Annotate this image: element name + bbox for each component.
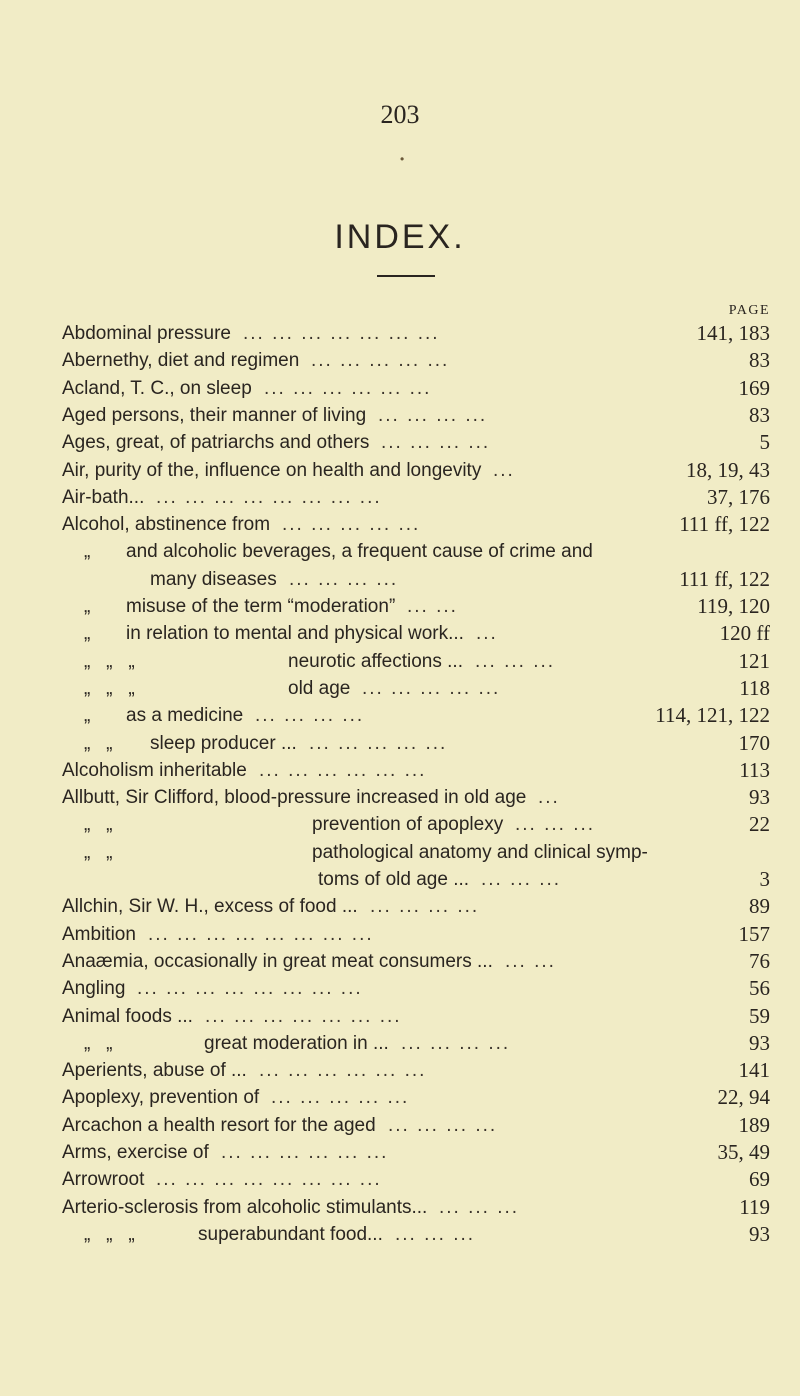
index-entry [62, 1166, 770, 1193]
index-entry [62, 1057, 770, 1084]
entry-text: misuse of the term “moderation” [126, 596, 396, 617]
index-entry [62, 1084, 770, 1111]
entry-text: Aged persons, their manner of living [62, 404, 367, 426]
leader-dots: ... ... ... ... ... ... [259, 1060, 427, 1082]
entry-text: Abernethy, diet and regimen [62, 350, 300, 372]
leader-dots: ... ... ... ... ... ... [259, 759, 427, 781]
index-entry [62, 866, 770, 893]
index-entry [62, 1139, 770, 1166]
index-entry [62, 1112, 770, 1139]
page-column-header: PAGE [728, 303, 770, 318]
index-entry [62, 457, 770, 484]
index-entry [62, 921, 770, 948]
entry-text: in relation to mental and physical work... [126, 623, 464, 645]
entry-text: sleep producer ... [150, 732, 297, 754]
entry-text: Air-bath... [62, 486, 145, 508]
page-reference: 113 [739, 757, 770, 782]
leader-dots: ... ... ... ... [255, 705, 365, 727]
leader-dots: ... ... ... ... ... ... ... ... [148, 923, 374, 945]
index-entry [62, 402, 770, 429]
leader-dots: ... ... ... [395, 1223, 476, 1245]
entry-text: Alcoholism inheritable [62, 759, 247, 781]
entry-text: Allchin, Sir W. H., excess of food ... [62, 896, 358, 918]
index-entry [62, 1194, 770, 1221]
leader-dots: ... ... ... ... ... ... ... [205, 1005, 402, 1027]
index-entry [62, 593, 770, 620]
index-entry [62, 839, 770, 866]
ditto-mark: „ „ [84, 841, 113, 863]
entry-text: Ambition [62, 923, 136, 945]
ditto-mark: „ [84, 623, 91, 645]
page-reference: 169 [738, 375, 770, 400]
leader-dots: ... ... ... ... ... [282, 514, 421, 536]
printer-mark: • [400, 152, 405, 166]
page-reference: 157 [738, 921, 770, 946]
index-entry [62, 429, 770, 456]
leader-dots: ... ... ... ... ... ... [264, 377, 432, 399]
index-entry [62, 811, 770, 838]
page-reference: 111 ff, 122 [679, 566, 770, 591]
entry-text: prevention of apoplexy [312, 814, 504, 836]
index-entry [62, 675, 770, 702]
ditto-mark: „ „ „ [84, 650, 135, 672]
index-entry [62, 538, 770, 565]
entry-text: pathological anatomy and clinical symp- [312, 841, 648, 863]
index-entry [62, 620, 770, 647]
leader-dots: ... ... ... ... ... [311, 350, 450, 372]
entry-text: Apoplexy, prevention of [62, 1087, 260, 1109]
page-reference: 119 [739, 1194, 770, 1219]
page-reference: 93 [749, 1221, 770, 1246]
index-entry [62, 566, 770, 593]
page-reference: 37, 176 [707, 484, 770, 509]
leader-dots: ... ... ... ... [401, 1032, 511, 1054]
leader-dots: ... ... ... [515, 814, 596, 836]
ditto-mark: „ „ [84, 814, 113, 836]
leader-dots: ... ... ... ... ... ... [221, 1142, 389, 1163]
page-reference: 93 [749, 785, 770, 810]
leader-dots: ... ... [407, 596, 458, 617]
entry-text: Arms, exercise of [62, 1142, 209, 1163]
leader-dots: ... ... ... ... ... ... ... ... [156, 1169, 382, 1191]
ditto-mark: „ [84, 541, 91, 563]
page-reference: 56 [749, 976, 770, 1001]
ditto-mark: „ „ [84, 1032, 113, 1054]
page-reference: 76 [749, 948, 770, 973]
index-entry [62, 784, 770, 811]
leader-dots: ... ... ... ... [388, 1114, 498, 1136]
entry-text: and alcoholic beverages, a frequent cause of crime and [126, 541, 593, 563]
index-entry [62, 1003, 770, 1030]
leader-dots: ... ... ... [481, 869, 562, 890]
entry-text: Air, purity of the, influence on health and longevity [62, 459, 482, 481]
page-reference: 141, 183 [696, 321, 770, 345]
page-reference: 170 [738, 730, 770, 755]
page-reference: 89 [749, 894, 770, 919]
entry-text: Arterio-sclerosis from alcoholic stimulants... [62, 1196, 428, 1218]
entry-text: neurotic affections ... [288, 650, 463, 672]
page-reference: 121 [738, 648, 770, 673]
index-entry [62, 1221, 770, 1248]
entry-text: as a medicine [126, 705, 244, 727]
index-entry [62, 375, 770, 402]
index-entry [62, 893, 770, 920]
page-reference: 141 [738, 1058, 770, 1083]
leader-dots: ... ... ... ... [381, 432, 491, 454]
leader-dots: ... ... ... ... ... ... ... ... [156, 486, 382, 508]
entry-text: Aperients, abuse of ... [62, 1060, 247, 1082]
entry-text: Arcachon a health resort for the aged [62, 1114, 376, 1136]
entry-text: great moderation in ... [204, 1032, 389, 1054]
page-reference: 118 [739, 675, 770, 700]
page-reference: 59 [749, 1003, 770, 1028]
index-entry [62, 948, 770, 975]
entry-text: superabundant food... [198, 1223, 383, 1245]
leader-dots: ... ... ... ... ... [362, 677, 501, 699]
page-reference: 69 [749, 1167, 770, 1192]
entry-text: Alcohol, abstinence from [62, 514, 271, 536]
index-entry [62, 484, 770, 511]
page-reference: 22 [749, 812, 770, 837]
leader-dots: ... [476, 623, 498, 645]
entry-text: Allbutt, Sir Clifford, blood-pressure increased in old age [62, 787, 527, 809]
page-title: INDEX. [334, 218, 466, 256]
index-entry [62, 1030, 770, 1057]
entry-text: Angling [62, 978, 126, 1000]
page-reference: 5 [759, 430, 770, 455]
leader-dots: ... ... ... ... ... [309, 732, 448, 754]
title-rule [377, 275, 435, 277]
entry-text: toms of old age ... [318, 869, 470, 890]
index-entry [62, 347, 770, 374]
ditto-mark: „ [84, 596, 91, 617]
leader-dots: ... ... ... ... [370, 896, 480, 918]
entry-text: Animal foods ... [62, 1005, 193, 1027]
leader-dots: ... ... ... ... ... ... ... [243, 323, 440, 344]
ditto-mark: „ [84, 705, 91, 727]
index-entry [62, 320, 770, 347]
entry-text: Arrowroot [62, 1169, 145, 1191]
entry-text: Anaæmia, occasionally in great meat consumers ... [62, 950, 493, 972]
leader-dots: ... ... ... ... [378, 404, 488, 426]
page-reference: 114, 121, 122 [655, 703, 770, 728]
ditto-mark: „ „ „ [84, 1223, 135, 1245]
index-entry [62, 757, 770, 784]
leader-dots: ... ... ... [439, 1196, 520, 1218]
ditto-mark: „ „ „ [84, 677, 135, 699]
page-reference: 120 ff [719, 621, 770, 646]
page-reference: 189 [738, 1112, 770, 1137]
index-entry [62, 730, 770, 757]
page-reference: 83 [749, 348, 770, 373]
index-entry [62, 648, 770, 675]
leader-dots: ... ... [505, 950, 556, 972]
index-entry [62, 511, 770, 538]
leader-dots: ... [538, 787, 560, 809]
page-reference: 22, 94 [717, 1085, 770, 1110]
page-reference: 18, 19, 43 [686, 457, 770, 482]
page-reference: 3 [759, 867, 770, 891]
leader-dots: ... ... ... ... [289, 568, 399, 590]
leader-dots: ... ... ... [475, 650, 556, 672]
page-reference: 35, 49 [717, 1140, 770, 1164]
page-reference: 119, 120 [697, 594, 770, 618]
entry-text: many diseases [150, 568, 277, 590]
entry-text: old age [288, 677, 351, 699]
entry-text: Abdominal pressure [62, 323, 231, 344]
page-reference: 83 [749, 402, 770, 427]
ditto-mark: „ „ [84, 732, 113, 754]
page-reference: 111 ff, 122 [679, 512, 770, 537]
page-number: 203 [380, 100, 420, 129]
entry-text: Acland, T. C., on sleep [62, 377, 252, 399]
entry-text: Ages, great, of patriarchs and others [62, 432, 370, 454]
leader-dots: ... ... ... ... ... [271, 1087, 410, 1109]
index-entry [62, 702, 770, 729]
leader-dots: ... ... ... ... ... ... ... ... [137, 978, 363, 1000]
index-entry [62, 975, 770, 1002]
leader-dots: ... [493, 459, 515, 481]
page-reference: 93 [749, 1030, 770, 1055]
